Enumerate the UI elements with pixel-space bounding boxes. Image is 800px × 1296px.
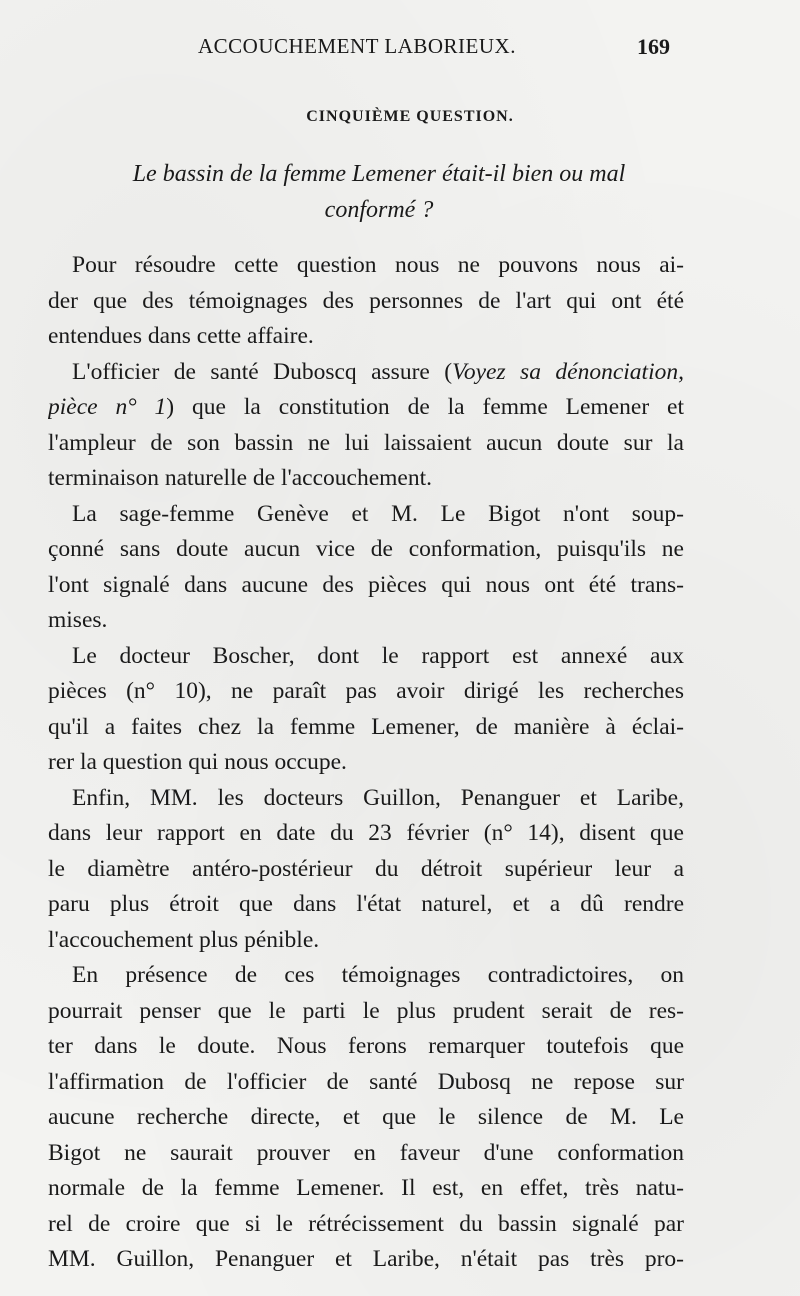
text-line	[48, 390, 684, 426]
running-head	[0, 34, 800, 64]
running-title: ACCOUCHEMENT LABORIEUX.	[198, 34, 516, 58]
text-line: rel de croire que si le rétrécissement du bassin signalé par	[48, 1210, 684, 1237]
text-line: pourrait penser que le parti le plus prudent serait de res-	[48, 997, 684, 1024]
italic-segment: Voyez sa dénonciation,	[452, 358, 684, 385]
question-line-1: Le bassin de la femme Lemener était-il bien ou mal	[132, 161, 626, 187]
text-line: l'accouchement plus pénible.	[48, 926, 320, 953]
text-line: Bigot ne saurait prouver en faveur d'une conformation	[48, 1139, 684, 1166]
text-line: terminaison naturelle de l'accouchement.	[48, 465, 432, 491]
text-line: pièces (n° 10), ne paraît pas avoir dirigé les recherches	[48, 678, 684, 704]
question-line-2: conformé ?	[324, 197, 434, 223]
text-line: le diamètre antéro-postérieur du détroit supérieur leur a	[48, 855, 684, 882]
text-segment: ) que la constitution de la femme Lemener et	[166, 394, 684, 420]
text-line: En présence de ces témoignages contradictoires, on	[72, 962, 684, 988]
text-line: MM. Guillon, Penanguer et Laribe, n'était pas très pro-	[48, 1246, 684, 1272]
text-line: der que des témoignages des personnes de l'art qui ont été	[48, 287, 684, 314]
question-title	[74, 156, 684, 228]
text-line: Pour résoudre cette question nous ne pouvons nous ai-	[72, 252, 684, 278]
text-line: Le docteur Boscher, dont le rapport est annexé aux	[72, 642, 684, 669]
text-line: çonné sans doute aucun vice de conformation, puisqu'ils ne	[48, 536, 684, 562]
text-segment: L'officier de santé Duboscq assure (	[72, 358, 453, 385]
text-line: Enfin, MM. les docteurs Guillon, Penanguer et Laribe,	[72, 784, 684, 811]
text-line: entendues dans cette affaire.	[48, 323, 314, 349]
text-line: l'affirmation de l'officier de santé Dubosq ne repose sur	[48, 1068, 684, 1095]
body-text	[48, 248, 684, 1278]
text-line: mises.	[48, 607, 108, 633]
text-line: paru plus étroit que dans l'état naturel, et a dû rendre	[48, 891, 684, 917]
page-number: 169	[637, 34, 670, 59]
text-line: ter dans le doute. Nous ferons remarquer toutefois que	[48, 1033, 684, 1059]
text-line: qu'il a faites chez la femme Lemener, de manière à éclai-	[48, 713, 684, 740]
text-line: normale de la femme Lemener. Il est, en effet, très natu-	[48, 1175, 684, 1201]
italic-segment: pièce n° 1	[48, 394, 167, 420]
text-line: aucune recherche directe, et que le silence de M. Le	[48, 1104, 684, 1130]
section-heading: CINQUIÈME QUESTION.	[306, 108, 514, 125]
text-line: l'ampleur de son bassin ne lui laissaient aucun doute sur la	[48, 429, 684, 456]
text-line: dans leur rapport en date du 23 février (n° 14), disent que	[48, 820, 684, 846]
text-line: l'ont signalé dans aucune des pièces qui nous ont été trans-	[48, 571, 684, 598]
text-line	[48, 355, 684, 391]
text-line: rer la question qui nous occupe.	[48, 749, 347, 775]
text-line: La sage-femme Genève et M. Le Bigot n'ont soup-	[72, 500, 684, 527]
